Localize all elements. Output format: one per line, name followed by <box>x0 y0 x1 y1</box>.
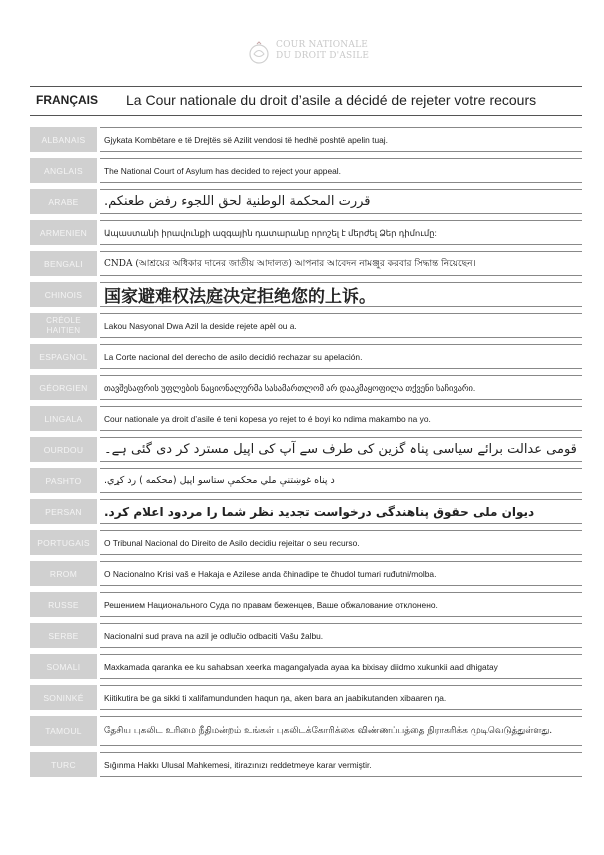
translation-text: Решением Национального Суда по правам беженцев, Ваше обжалование отклонено. <box>100 592 582 617</box>
language-label: ARMENIEN <box>30 220 97 245</box>
language-label: SOMALI <box>30 654 97 679</box>
table-row <box>30 527 582 558</box>
translation-text: 国家避难权法庭决定拒绝您的上诉。 <box>100 282 582 307</box>
table-row <box>30 496 582 527</box>
translation-text: O Nacionalno Krisi vaš e Hakaja e Azilese anda čhinadipe te čhudol tumari ruđutni/molba. <box>100 561 582 586</box>
language-label: SERBE <box>30 623 97 648</box>
translation-text: د پناه غوښتنې ملي محکمې ستاسو اپیل (محکمه ) رد کړي. <box>100 468 582 493</box>
table-row <box>30 248 582 279</box>
language-label: RUSSE <box>30 592 97 617</box>
language-label: SONINKÉ <box>30 685 97 710</box>
logo-line-2: DU DROIT D'ASILE <box>276 51 370 61</box>
table-row <box>30 217 582 248</box>
table-row <box>30 279 582 310</box>
table-row <box>30 155 582 186</box>
language-label: BENGALI <box>30 251 97 276</box>
translation-table <box>30 124 582 780</box>
language-label: PASHTO <box>30 468 97 493</box>
table-row <box>30 434 582 465</box>
table-row <box>30 558 582 589</box>
language-label: ESPAGNOL <box>30 344 97 369</box>
translation-text: O Tribunal Nacional do Direito de Asilo decidiu rejeitar o seu recurso. <box>100 530 582 555</box>
language-label: RROM <box>30 561 97 586</box>
translation-text: La Corte nacional del derecho de asilo decidió rechazar su apelación. <box>100 344 582 369</box>
translation-text: Sığınma Hakkı Ulusal Mahkemesi, itirazınızı reddetmeye karar vermiştir. <box>100 752 582 777</box>
table-row <box>30 465 582 496</box>
language-label: GÉORGIEN <box>30 375 97 400</box>
translation-text: Maxkamada qaranka ee ku sahabsan xeerka magangalyada ayaa ka bixisay diidmo xukunkii aad dhigatay <box>100 654 582 679</box>
language-label: ALBANAIS <box>30 127 97 152</box>
table-row <box>30 403 582 434</box>
table-row <box>30 589 582 620</box>
table-row <box>30 713 582 749</box>
translation-text: قومی عدالت برائے سیاسی پناہ گزین کی طرف سے آپ کی اپیل مسترد کر دی گئی ہے۔ <box>100 437 582 462</box>
language-label: ARABE <box>30 189 97 214</box>
logo-line-1: COUR NATIONALE <box>276 40 369 50</box>
logo-text <box>276 40 369 62</box>
court-emblem-icon <box>246 40 272 66</box>
table-row <box>30 124 582 155</box>
language-label: PERSAN <box>30 499 97 524</box>
language-label: PORTUGAIS <box>30 530 97 555</box>
translation-text: Gjykata Kombëtare e të Drejtës së Azilit vendosi të hedhë poshtë apelin tuaj. <box>100 127 582 152</box>
language-label: CHINOIS <box>30 282 97 307</box>
table-row <box>30 310 582 341</box>
translation-text: قررت المحكمة الوطنية لحق اللجوء رفض طعنكم. <box>100 189 582 214</box>
table-row <box>30 749 582 780</box>
language-label: CRÉOLE HAITIEN <box>30 313 97 338</box>
language-label: TAMOUL <box>30 716 97 746</box>
translation-text: Cour nationale ya droit d’asile é teni kopesa yo rejet to é boyi ko ndima makambo na yo. <box>100 406 582 431</box>
header-row <box>30 86 582 116</box>
translation-text: Nacionalni sud prava na azil je odlučio odbaciti Vašu žalbu. <box>100 623 582 648</box>
translation-text: Lakou Nasyonal Dwa Azil la deside rejete apèl ou a. <box>100 313 582 338</box>
table-row <box>30 186 582 217</box>
translation-text: தேசிய புகலிட உரிமை நீதிமன்றம் உங்கள் புகலிடக்கோரிக்கை விண்ணப்பத்தை நிராகரிக்க முடிவெடுத்துள்ளது. <box>100 716 582 746</box>
language-label: OURDOU <box>30 437 97 462</box>
table-row <box>30 682 582 713</box>
translation-text: The National Court of Asylum has decided to reject your appeal. <box>100 158 582 183</box>
language-label: LINGALA <box>30 406 97 431</box>
language-label: ANGLAIS <box>30 158 97 183</box>
language-label: TURC <box>30 752 97 777</box>
table-row <box>30 341 582 372</box>
translation-text: Kiitikutira be ga sikki ti xalifamundunden haqun ŋa, aken bara an jaabikutanden xibaaren ŋa. <box>100 685 582 710</box>
header-title: La Cour nationale du droit d’asile a décidé de rejeter votre recours <box>126 92 537 108</box>
translation-text: Ապաստանի իրավունքի ազգային դատարանը որոշել է մերժել Ձեր դիմումը: <box>100 220 582 245</box>
translation-text: دیوان ملی حقوق پناهندگی درخواست تجدید نظر شما را مردود اعلام کرد. <box>100 499 582 524</box>
court-logo <box>246 30 376 76</box>
translation-text: CNDA (আশ্রয়ের অধিকার দানের জাতীয় আদালত) আপনার আবেদন নামঞ্জুর করবার সিদ্ধান্ত নিয়েছেন। <box>100 251 582 276</box>
translation-text: თავშესაფრის უფლების ნაციონალურმა სასამართლომ არ დააკმაყოფილა თქვენი საჩივარი. <box>100 375 582 400</box>
header-language: FRANÇAIS <box>36 93 98 107</box>
table-row <box>30 372 582 403</box>
table-row <box>30 620 582 651</box>
table-row <box>30 651 582 682</box>
